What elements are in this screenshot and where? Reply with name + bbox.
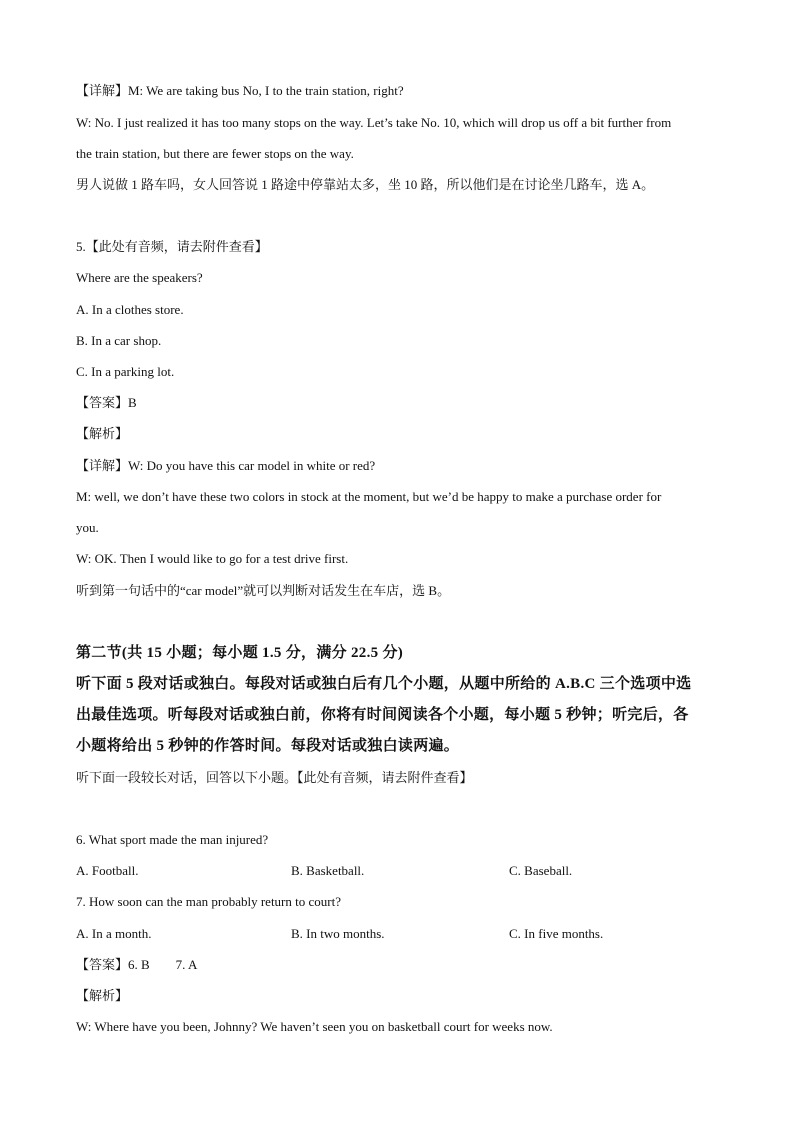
q6-option-c: C. Baseball.	[509, 863, 573, 878]
section-2-instruction-line-2: 出最佳选项。听每段对话或独白前，你将有时间阅读各个小题，每小题 5 秒钟；听完后，各	[76, 707, 689, 723]
q6-option-b: B. Basketball.	[291, 863, 365, 878]
q6-option-a: A. Football.	[76, 863, 139, 878]
q6-7-answer	[76, 956, 197, 974]
section-2-subinstruction: 听下面一段较长对话，回答以下小题。【此处有音频，请去附件查看】	[76, 770, 473, 785]
q5-analysis-label: 【解析】	[76, 426, 129, 441]
q7-answer: 7. A	[175, 957, 198, 972]
q5-option-b: B. In a car shop.	[76, 333, 162, 348]
q5-detail-line-2: M: well, we don’t have these two colors in stock at the moment, but we’d be happy to make a purchase order for	[76, 489, 662, 504]
q5-detail-line-1: 【详解】W: Do you have this car model in white or red?	[76, 458, 376, 473]
q5-option-c: C. In a parking lot.	[76, 364, 175, 379]
q7-option-a: A. In a month.	[76, 926, 152, 941]
q5-detail-line-4: W: OK. Then I would like to go for a test drive first.	[76, 551, 349, 566]
q4-detail-line-3: the train station, but there are fewer stops on the way.	[76, 146, 354, 161]
section-2-title: 第二节(共 15 小题；每小题 1.5 分，满分 22.5 分)	[76, 645, 404, 661]
section-2-instruction-line-1: 听下面 5 段对话或独白。每段对话或独白后有几个小题，从题中所给的 A.B.C 三个选项中选	[76, 676, 692, 692]
q5-question: Where are the speakers?	[76, 270, 203, 285]
q6-answer: 【答案】6. B	[76, 957, 150, 972]
q7-option-c: C. In five months.	[509, 926, 604, 941]
q4-detail-line-1: 【详解】M: We are taking bus No, I to the train station, right?	[76, 83, 404, 98]
q7-option-b: B. In two months.	[291, 926, 385, 941]
q5-detail-line-3: you.	[76, 520, 99, 535]
q6-7-detail-line-1: W: Where have you been, Johnny? We haven’t seen you on basketball court for weeks now.	[76, 1019, 553, 1034]
q6-question: 6. What sport made the man injured?	[76, 832, 269, 847]
q4-detail-line-2: W: No. I just realized it has too many stops on the way. Let’s take No. 10, which will drop us off a bit further from	[76, 115, 672, 130]
q5-answer: 【答案】B	[76, 395, 137, 410]
q4-detail-explanation: 男人说做 1 路车吗，女人回答说 1 路途中停靠站太多，坐 10 路，所以他们是在讨论坐几路车，选 A。	[76, 177, 655, 192]
q5-header: 5.【此处有音频，请去附件查看】	[76, 239, 268, 254]
q5-option-a: A. In a clothes store.	[76, 302, 184, 317]
q7-question: 7. How soon can the man probably return to court?	[76, 894, 341, 909]
q5-detail-explanation: 听到第一句话中的“car model”就可以判断对话发生在车店，选 B。	[76, 583, 451, 598]
q6-7-analysis-label: 【解析】	[76, 988, 129, 1003]
section-2-instruction-line-3: 小题将给出 5 秒钟的作答时间。每段对话或独白读两遍。	[76, 738, 460, 754]
